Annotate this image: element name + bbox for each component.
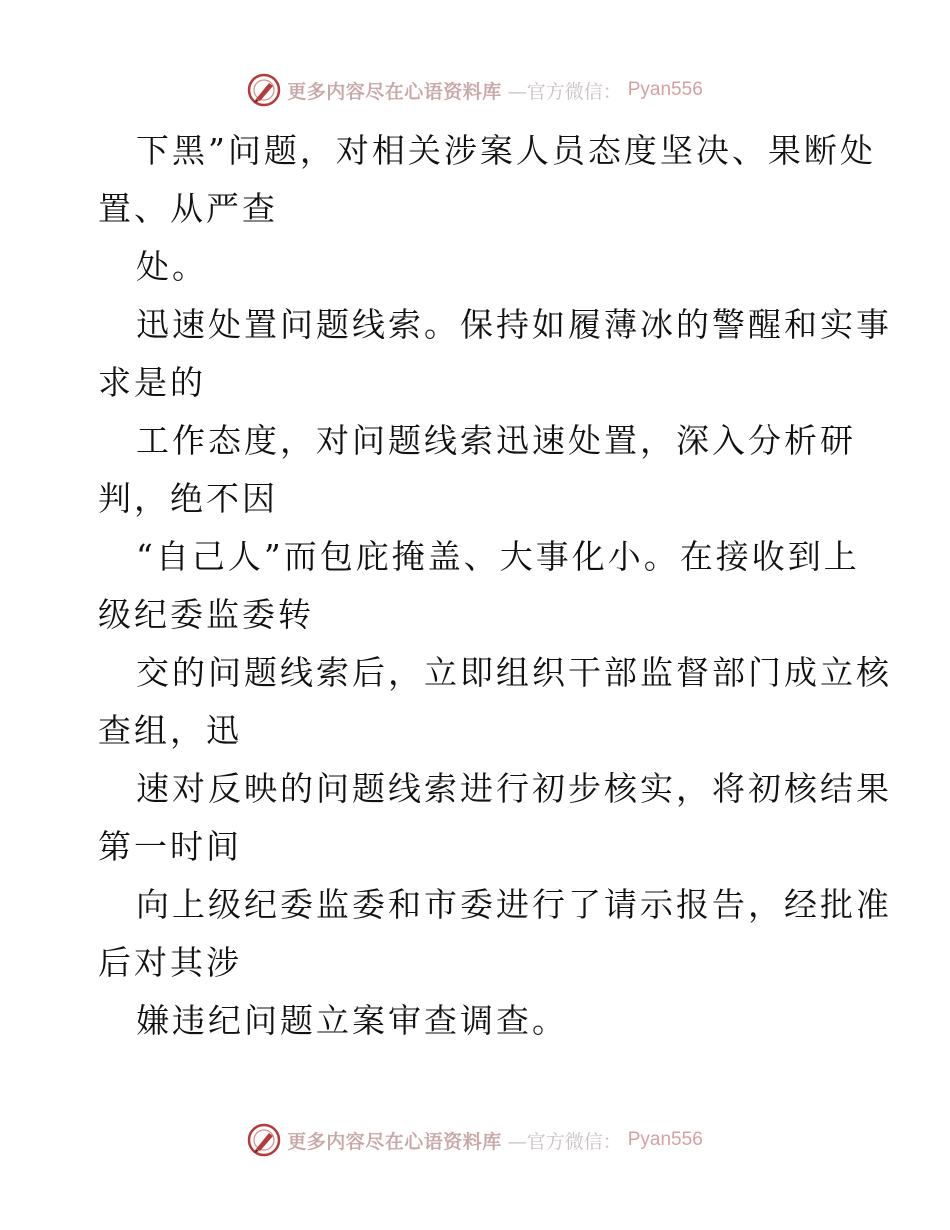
document-body <box>98 122 892 1050</box>
text-line: 判，绝不因 <box>98 479 278 518</box>
text-line: 工作态度，对问题线索迅速处置，深入分析研 <box>136 421 856 460</box>
text-line: 求是的 <box>98 363 206 402</box>
text-line: “自己人”而包庇掩盖、大事化小。在接收到上 <box>136 537 860 576</box>
watermark-header <box>0 70 950 110</box>
watermark-brand: 更多内容尽在心语资料库 <box>287 1130 502 1153</box>
text-line: 级纪委监委转 <box>98 595 314 634</box>
watermark-official: —官方微信： <box>507 1130 622 1153</box>
text-line: 迅速处置问题线索。保持如履薄冰的警醒和实事 <box>136 305 892 344</box>
pen-logo-icon <box>247 1123 281 1157</box>
watermark-footer <box>0 1120 950 1160</box>
watermark-id: Pyan556 <box>627 79 703 100</box>
text-line: 嫌违纪问题立案审查调查。 <box>136 1001 568 1040</box>
text-line: 第一时间 <box>98 827 242 866</box>
watermark-brand: 更多内容尽在心语资料库 <box>287 80 502 103</box>
text-line: 处。 <box>136 247 208 286</box>
text-line: 下黑”问题，对相关涉案人员态度坚决、果断处 <box>136 131 876 170</box>
text-line: 交的问题线索后，立即组织干部监督部门成立核 <box>136 653 892 692</box>
text-line: 查组，迅 <box>98 711 242 750</box>
text-line: 速对反映的问题线索进行初步核实，将初核结果 <box>136 769 892 808</box>
watermark-official: —官方微信： <box>507 80 622 103</box>
text-line: 后对其涉 <box>98 943 242 982</box>
text-line: 置、从严查 <box>98 189 278 228</box>
watermark-id: Pyan556 <box>627 1129 703 1150</box>
pen-logo-icon <box>247 73 281 107</box>
text-line: 向上级纪委监委和市委进行了请示报告，经批准 <box>136 885 892 924</box>
